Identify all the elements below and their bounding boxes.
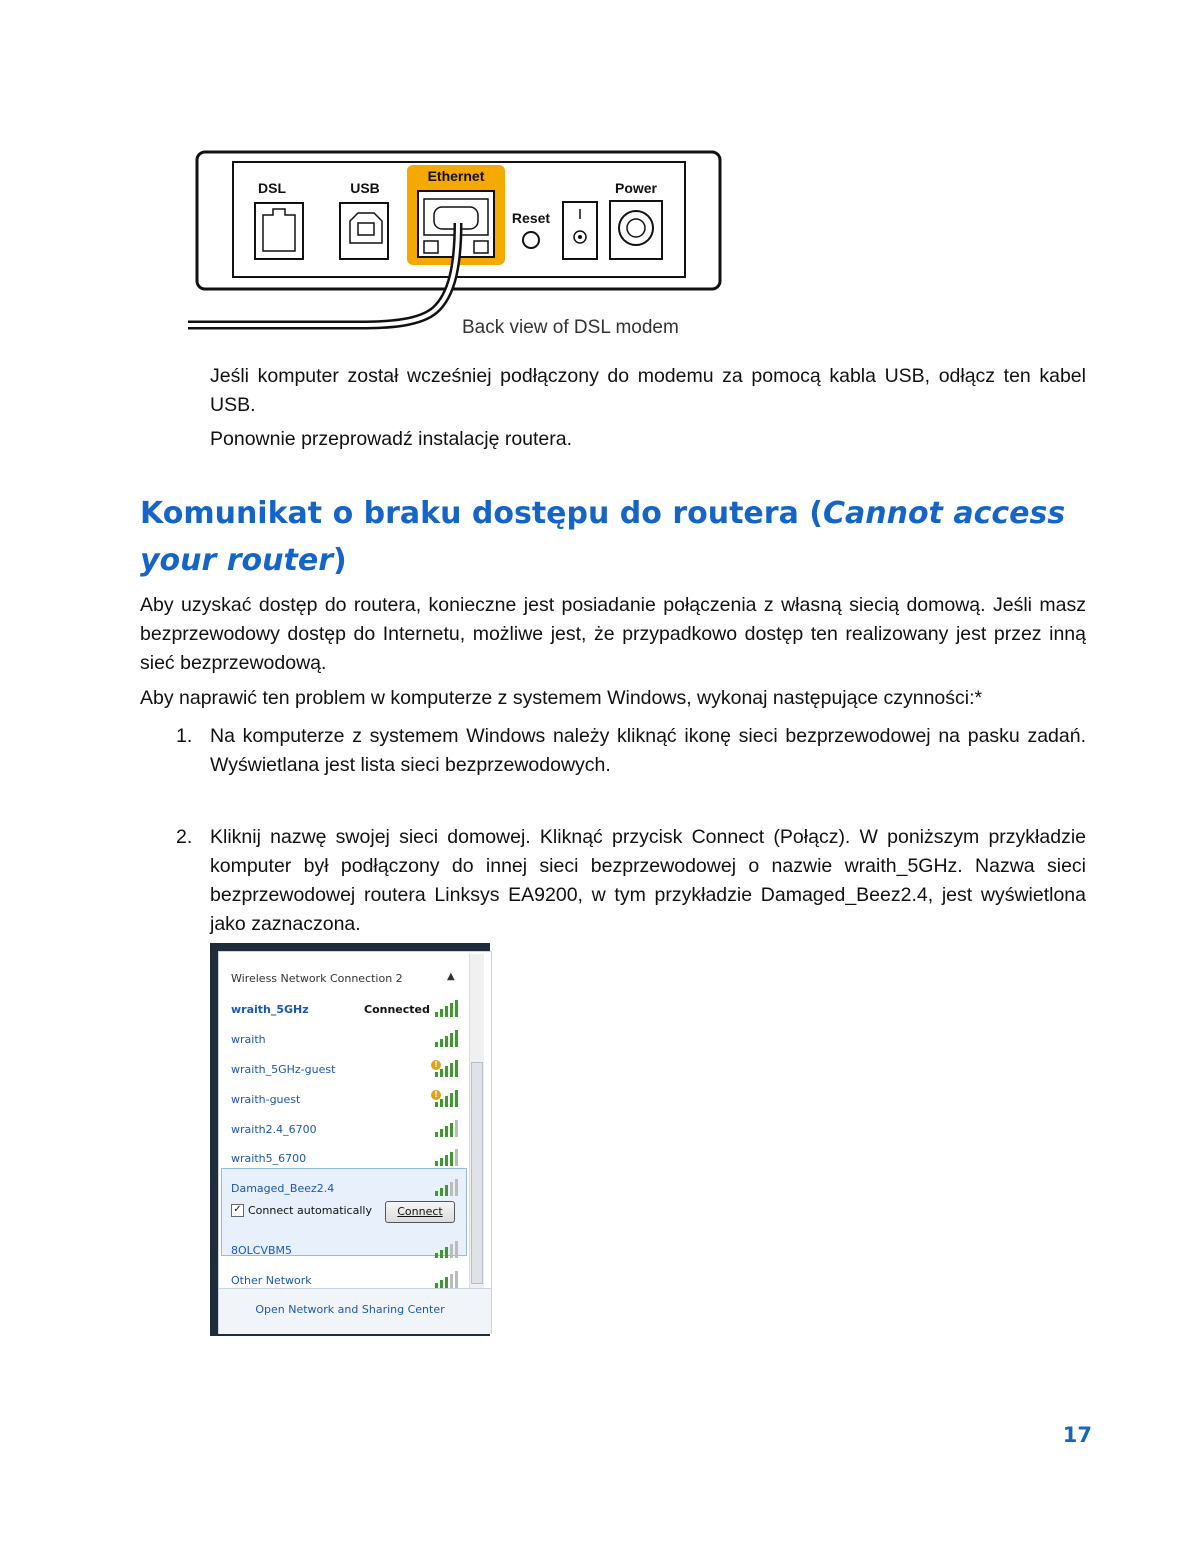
network-wraith5-6700[interactable]: wraith5_6700	[231, 1152, 307, 1165]
figure-caption: Back view of DSL modem	[462, 317, 679, 338]
list-number-1: 1.	[176, 725, 193, 747]
scrollbar-thumb[interactable]	[471, 1062, 483, 1284]
ethernet-port-label: Ethernet	[427, 168, 485, 184]
signal-strength-icon	[435, 1059, 457, 1077]
network-wraith-guest[interactable]: wraith-guest	[231, 1093, 301, 1106]
usb-port-label: USB	[350, 180, 380, 196]
connection-header: Wireless Network Connection 2	[231, 972, 403, 985]
intro-paragraph: Aby uzyskać dostęp do routera, konieczne jest posiadanie połączenia z własną siecią domową. Jeśli masz bezprzewodowy dostęp do Internetu, możliwe jest, że przypadkowo dostęp ten realizowany jest przez inną sieć bezprzewodową.	[140, 594, 1086, 674]
connect-automatically-label: Connect automatically	[248, 1204, 372, 1217]
signal-strength-icon	[435, 999, 457, 1017]
signal-strength-icon	[435, 1089, 457, 1107]
instructions-intro: Aby naprawić ten problem w komputerze z systemem Windows, wykonaj następujące czynności:*	[140, 687, 983, 709]
power-port-label: Power	[614, 180, 658, 196]
network-wraith-5ghz[interactable]: wraith_5GHz	[231, 1003, 309, 1016]
signal-strength-icon	[435, 1240, 457, 1258]
network-wraith[interactable]: wraith	[231, 1033, 266, 1046]
modem-back-view-figure	[180, 145, 740, 345]
list-item-2: Kliknij nazwę swojej sieci domowej. Kliknąć przycisk Connect (Połącz). W poniższym przykładzie komputer był podłączony do innej sieci bezprzewodowej o nazwie wraith_5GHz. Nazwa sieci bezprzewodowej routera Linksys EA9200, w tym przykładzie Damaged_Beez2.4, jest wyświetlona jako zaznaczona.	[210, 826, 1086, 935]
network-wraith2-4-6700[interactable]: wraith2.4_6700	[231, 1123, 317, 1136]
chevron-up-icon[interactable]: ▲	[447, 971, 455, 982]
network-other[interactable]: Other Network	[231, 1274, 312, 1287]
signal-strength-icon	[435, 1178, 457, 1196]
list-item-1: Na komputerze z systemem Windows należy kliknąć ikonę sieci bezprzewodowej na pasku zadań. Wyświetlana jest lista sieci bezprzewodowych.	[210, 725, 1086, 776]
connect-automatically-checkbox[interactable]: ✓	[231, 1204, 244, 1217]
network-wraith-5ghz-guest[interactable]: wraith_5GHz-guest	[231, 1063, 336, 1076]
dsl-port-label: DSL	[258, 180, 286, 196]
wireless-network-list	[218, 951, 492, 1334]
signal-strength-icon	[435, 1148, 457, 1166]
reinstall-paragraph: Ponownie przeprowadź instalację routera.	[210, 428, 573, 450]
wireless-network-panel	[210, 943, 490, 1336]
connected-status: Connected	[364, 1003, 430, 1016]
signal-strength-icon	[435, 1119, 457, 1137]
connect-button[interactable]: Connect	[385, 1201, 455, 1223]
page-number: 17	[1062, 1423, 1092, 1447]
network-8olcvbm5[interactable]: 8OLCVBM5	[231, 1244, 293, 1257]
reset-label: Reset	[511, 210, 551, 226]
open-network-sharing-center-link[interactable]: Open Network and Sharing Center	[255, 1303, 445, 1316]
signal-strength-icon	[435, 1029, 457, 1047]
signal-strength-icon	[435, 1270, 457, 1288]
warning-shield-icon: !	[431, 1060, 441, 1070]
network-damaged-beez2-4[interactable]: Damaged_Beez2.4	[231, 1182, 335, 1195]
power-jack-icon	[610, 201, 662, 259]
power-switch-icon	[563, 202, 597, 259]
list-number-2: 2.	[176, 826, 193, 848]
panel-footer	[219, 1288, 491, 1334]
warning-shield-icon: !	[431, 1090, 441, 1100]
reset-button-icon	[523, 232, 539, 248]
scrollbar[interactable]	[469, 954, 484, 1288]
usb-disconnect-paragraph: Jeśli komputer został wcześniej podłączony do modemu za pomocą kabla USB, odłącz ten kabel USB.	[210, 365, 1086, 416]
section-heading: Komunikat o braku dostępu do routera (Cannot access your router)	[140, 496, 1066, 578]
